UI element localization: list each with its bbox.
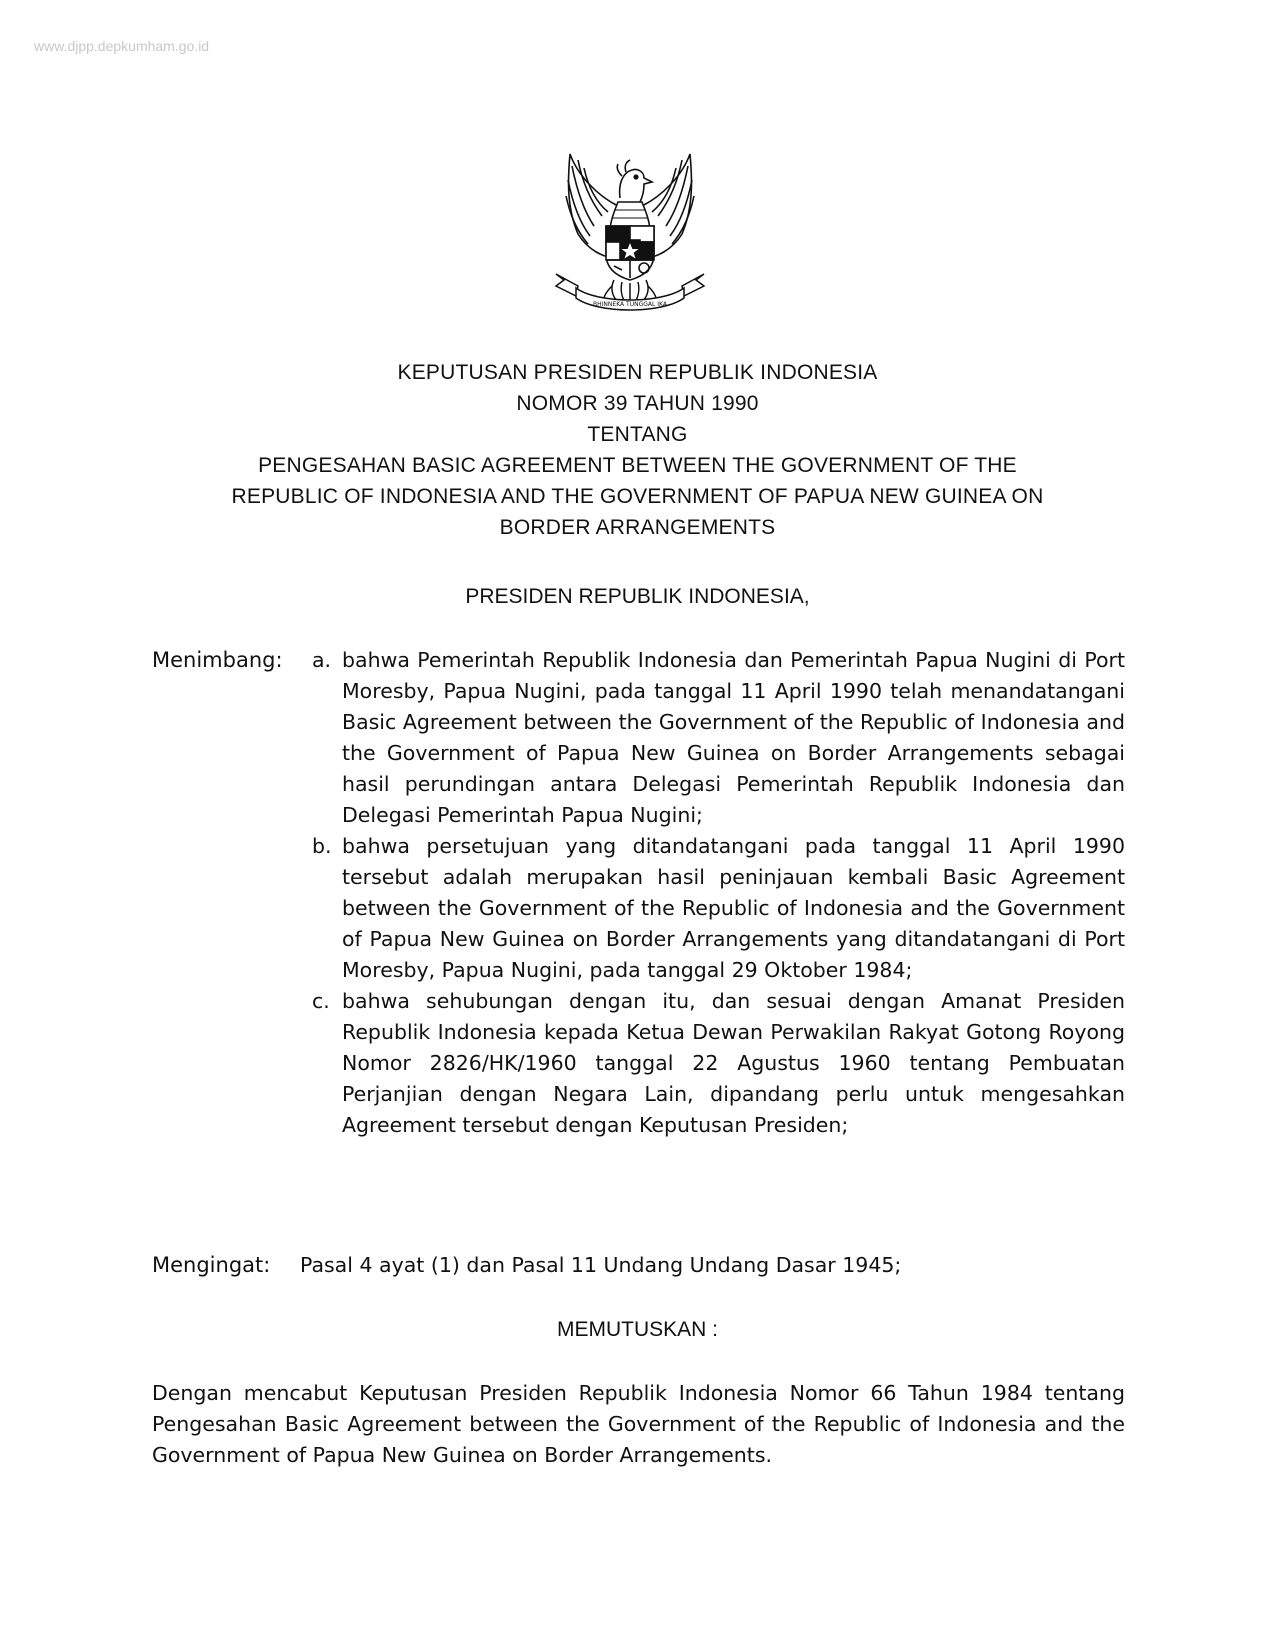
considerations-list [312, 645, 1125, 1141]
president-heading: PRESIDEN REPUBLIK INDONESIA, [465, 585, 810, 608]
watermark-url: www.djpp.depkumham.go.id [34, 38, 210, 54]
mengingat-text: Pasal 4 ayat (1) dan Pasal 11 Undang Undang Dasar 1945; [300, 1253, 902, 1277]
garuda-emblem-icon [548, 146, 712, 322]
menimbang-label: Menimbang: [152, 648, 283, 672]
consideration-letter: c. [312, 989, 330, 1013]
memutuskan-heading: MEMUTUSKAN : [556, 1318, 718, 1341]
emblem-motto: BHINNEKA TUNGGAL IKA [593, 301, 667, 308]
title-line-1: KEPUTUSAN PRESIDEN REPUBLIK INDONESIA [397, 361, 878, 384]
title-line-3: TENTANG [587, 423, 688, 446]
decree-title [150, 357, 1125, 543]
consideration-text: bahwa Pemerintah Republik Indonesia dan Pemerintah Papua Nugini di Port Moresby, Papua Nugini, pada tanggal 11 April 1990 telah menandatangani Basic Agreement between the Government of the Republic of Indonesia and the Government of Papua New Guinea on Border Arrangements sebagai hasil perundingan antara Delegasi Pemerintah Republik Indonesia dan Delegasi Pemerintah Papua Nugini; [342, 648, 1125, 827]
consideration-text: bahwa sehubungan dengan itu, dan sesuai dengan Amanat Presiden Republik Indonesia kepada Ketua Dewan Perwakilan Rakyat Gotong Royong Nomor 2826/HK/1960 tanggal 22 Agustus 1960 tentang Pembuatan Perjanjian dengan Negara Lain, dipandang perlu untuk mengesahkan Agreement tersebut dengan Keputusan Presiden; [342, 989, 1125, 1137]
mengingat-label: Mengingat: [152, 1253, 271, 1277]
consideration-item [312, 645, 1125, 831]
closing-paragraph: Dengan mencabut Keputusan Presiden Republik Indonesia Nomor 66 Tahun 1984 tentang Pengesahan Basic Agreement between the Government of the Republic of Indonesia and the Government of Papua New Guinea on Border Arrangements. [152, 1381, 1125, 1467]
title-subject: PENGESAHAN BASIC AGREEMENT BETWEEN THE GOVERNMENT OF THE REPUBLIC OF INDONESIA AND THE GOVERNMENT OF PAPUA NEW GUINEA ON BORDER ARRANGEMENTS [231, 454, 1044, 539]
consideration-item [312, 986, 1125, 1141]
consideration-text: bahwa persetujuan yang ditandatangani pada tanggal 11 April 1990 tersebut adalah merupakan hasil peninjauan kembali Basic Agreement between the Government of the Republic of Indonesia and the Government of Papua New Guinea on Border Arrangements yang ditandatangani di Port Moresby, Papua Nugini, pada tanggal 29 Oktober 1984; [342, 834, 1125, 982]
consideration-letter: a. [312, 648, 332, 672]
title-line-2: NOMOR 39 TAHUN 1990 [516, 392, 759, 415]
consideration-item [312, 831, 1125, 986]
consideration-letter: b. [312, 834, 332, 858]
